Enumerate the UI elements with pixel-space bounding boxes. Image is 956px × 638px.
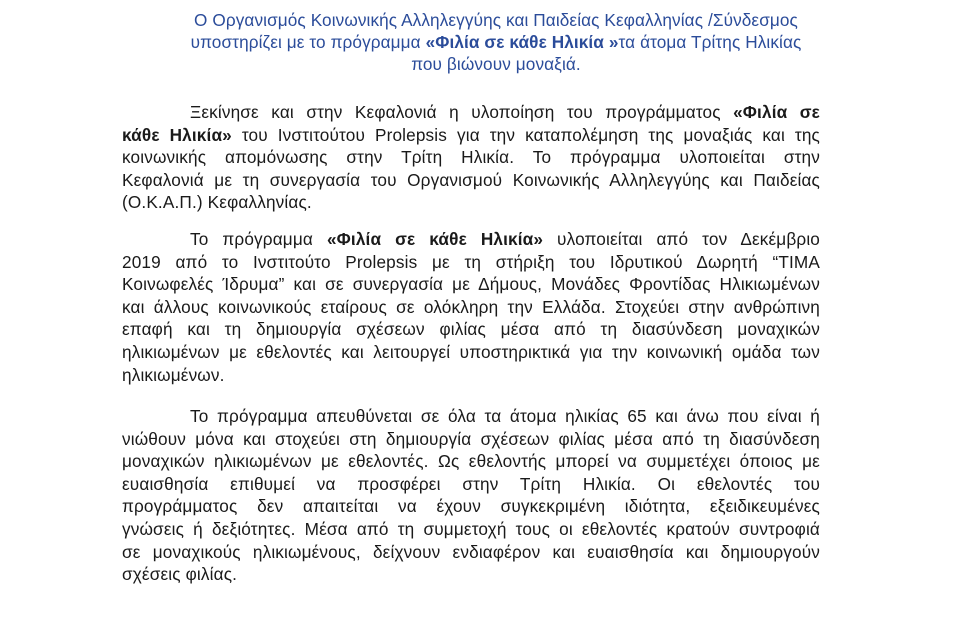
paragraph-3 bbox=[122, 405, 820, 586]
text-line: (Ο.Κ.Α.Π.) Κεφαλληνίας. bbox=[122, 192, 312, 213]
text-line: 2019 από το Ινστιτούτο Prolepsis με τη στήριξη του Ιδρυτικού Δωρητή “ΤΙΜΑ bbox=[122, 251, 820, 272]
text-line: Κεφαλονιά με τη συνεργασία του Οργανισμού Κοινωνικής Αλληλεγγύης και Παιδείας bbox=[122, 169, 820, 190]
text-line: σε μοναχικούς ηλικιωμένους, δείχνουν ενδιαφέρον και ευαισθησία και δημιουργούν bbox=[122, 541, 820, 562]
program-name: «Φιλία σε κάθε Ηλικία » bbox=[425, 32, 619, 52]
text-span: υλοποιείται από τον Δεκέμβριο bbox=[543, 229, 821, 249]
text-line: επαφή και τη δημιουργία σχέσεων φιλίας μέσα από τη διασύνδεση μοναχικών bbox=[122, 319, 820, 340]
text-line: ευαισθησία επιθυμεί να προσφέρει στην Τρίτη Ηλικία. Οι εθελοντές του bbox=[122, 473, 820, 494]
text-line: σχέσεις φιλίας. bbox=[122, 564, 238, 585]
document-header bbox=[176, 9, 816, 75]
text-line: προγράμματος δεν απαιτείται να έχουν συγκεκριμένη ιδιότητα, εξειδικευμένες bbox=[122, 496, 820, 517]
text-line: μοναχικών ηλικιωμένων με εθελοντές. Ως εθελοντής μπορεί να συμμετέχει όποιος με bbox=[122, 451, 820, 472]
text-line: γνώσεις ή δεξιότητες. Μέσα από τη συμμετοχή τους οι εθελοντές κρατούν συντροφιά bbox=[122, 518, 820, 539]
header-line: Ο Οργανισμός Κοινωνικής Αλληλεγγύης και Παιδείας Κεφαλληνίας /Σύνδεσμος bbox=[194, 10, 798, 30]
text-line: νιώθουν μόνα και στοχεύει στη δημιουργία σχέσεων φιλίας μέσα από τη διασύνδεση bbox=[122, 428, 820, 449]
paragraph-2 bbox=[122, 228, 820, 386]
header-line: που βιώνουν μοναξιά. bbox=[411, 54, 581, 74]
header-text: τα άτομα Τρίτης Ηλικίας bbox=[618, 32, 802, 52]
text-line: ηλικιωμένων. bbox=[122, 364, 225, 385]
header-text: υποστηρίζει με το πρόγραμμα bbox=[190, 32, 426, 52]
header-line bbox=[176, 31, 816, 53]
program-name: «Φιλία σε κάθε Ηλικία» bbox=[326, 229, 544, 249]
text-span: Το πρόγραμμα bbox=[190, 229, 327, 249]
paragraph-1 bbox=[122, 101, 820, 214]
program-name: «Φιλία σε bbox=[733, 102, 820, 122]
text-line: Κοινωφελές Ίδρυμα” και σε συνεργασία με Δήμους, Μονάδες Φροντίδας Ηλικιωμένων bbox=[122, 274, 820, 295]
text-line: ηλικιωμένων με εθελοντές και λειτουργεί υποστηρικτικά για την κοινωνική ομάδα των bbox=[122, 341, 820, 362]
text-span: Ξεκίνησε και στην Κεφαλονιά η υλοποίηση του προγράμματος bbox=[190, 102, 734, 122]
text-line: Το πρόγραμμα απευθύνεται σε όλα τα άτομα ηλικίας 65 και άνω που είναι ή bbox=[190, 406, 820, 426]
text-line: κοινωνικής απομόνωσης στην Τρίτη Ηλικία. Το πρόγραμμα υλοποιείται στην bbox=[122, 147, 820, 168]
text-line bbox=[122, 124, 820, 147]
text-line bbox=[122, 228, 820, 251]
text-line bbox=[122, 101, 820, 124]
text-span: του Ινστιτούτου Prolepsis για την καταπολέμηση της μοναξιάς και της bbox=[231, 124, 820, 145]
program-name: κάθε Ηλικία» bbox=[122, 124, 232, 145]
text-line: και άλλους κοινωνικούς εταίρους σε ολόκληρη την Ελλάδα. Στοχεύει στην ανθρώπινη bbox=[122, 296, 820, 317]
